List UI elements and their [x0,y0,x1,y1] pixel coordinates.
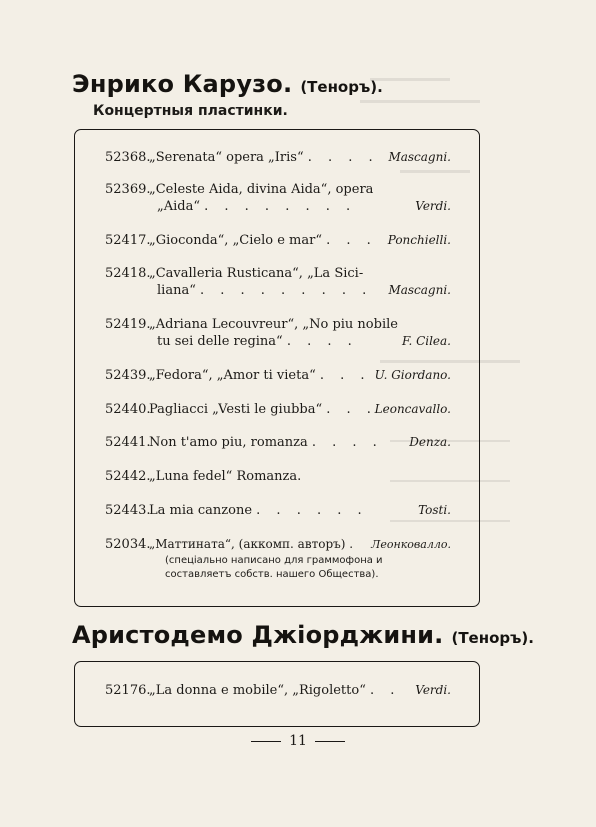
record-title: „Serenata“ opera „Iris“ . . . . [149,150,379,165]
composer: Leoncavallo. [374,402,451,416]
leader-dots: . . . [326,233,377,248]
catalog-number: 52442. [105,469,151,484]
page-number: 11 [0,733,596,749]
catalog-number: 52440. [105,402,151,417]
artist-name: Аристодемо Джіорджини. [72,621,444,649]
record-title: Pagliacci „Vesti le giubba“ . . . [149,402,377,417]
record-note: составляетъ собств. нашего Общества). [165,569,379,580]
catalog-number: 52417. [105,233,151,248]
page-number-dash-left [251,741,281,742]
leader-dots: . . . . . . [256,503,368,518]
composer: Verdi. [415,683,451,697]
leader-dots: . [349,537,360,551]
composer: F. Cilea. [401,334,451,348]
artist-name: Энрико Карузо. [72,70,293,98]
composer: Mascagni. [388,150,451,164]
section-subtitle: Концертныя пластинки. [93,103,288,119]
catalog-number: 52369. [105,182,151,197]
record-title: „Celeste Aida, divina Aida“, opera [149,182,374,197]
record-note: (спеціально написано для граммофона и [165,555,383,566]
leader-dots: . . . . . . . . [204,199,357,214]
record-title: „Cavalleria Rusticana“, „La Sici- [149,266,364,281]
catalog-number: 52034. [105,537,151,552]
composer: Mascagni. [388,283,451,297]
leader-dots: . . . . [311,435,383,450]
composer: Verdi. [415,199,451,213]
leader-dots: . . . . . . . . . [199,283,373,298]
page-number-dash-right [315,741,345,742]
record-title: „Маттината“, (аккомп. авторъ) . [149,537,360,551]
record-title: La mia canzone . . . . . . [149,503,368,518]
record-title-continued: tu sei delle regina“ . . . . [157,334,358,349]
composer: Леонковалло. [371,538,451,551]
composer: U. Giordano. [374,368,451,382]
record-title-continued: „Aida“ . . . . . . . . [157,199,357,214]
catalog-number: 52176. [105,683,151,698]
catalog-number: 52419. [105,317,151,332]
catalog-number: 52368. [105,150,151,165]
composer: Tosti. [418,503,451,517]
record-title: „Gioconda“, „Cielo e mar“ . . . [149,233,377,248]
record-title: „La donna e mobile“, „Rigoletto“ . . [149,683,401,698]
catalog-number: 52439. [105,368,151,383]
record-title: „Luna fedel“ Romanza. [149,469,302,484]
record-list-box [74,129,480,607]
section-heading-caruso [72,70,383,98]
catalog-number: 52443. [105,503,151,518]
composer: Ponchielli. [387,233,451,247]
record-title: Non t'amo piu, romanza . . . . [149,435,383,450]
voice-type: (Теноръ). [451,629,534,647]
leader-dots: . . . [319,368,371,383]
catalog-number: 52441. [105,435,151,450]
composer: Denza. [409,435,451,449]
leader-dots: . . . . [286,334,358,349]
record-title-continued: liana“ . . . . . . . . . [157,283,373,298]
record-list-box [74,661,480,727]
leader-dots: . . . . [307,150,379,165]
section-heading-giorgini [72,621,534,649]
leader-dots: . . . [326,402,377,417]
catalog-number: 52418. [105,266,151,281]
leader-dots: . . [370,683,401,698]
record-title: „Fedora“, „Amor ti vieta“ . . . [149,368,371,383]
record-title: „Adriana Lecouvreur“, „No piu nobile [149,317,398,332]
voice-type: (Теноръ). [300,78,383,96]
